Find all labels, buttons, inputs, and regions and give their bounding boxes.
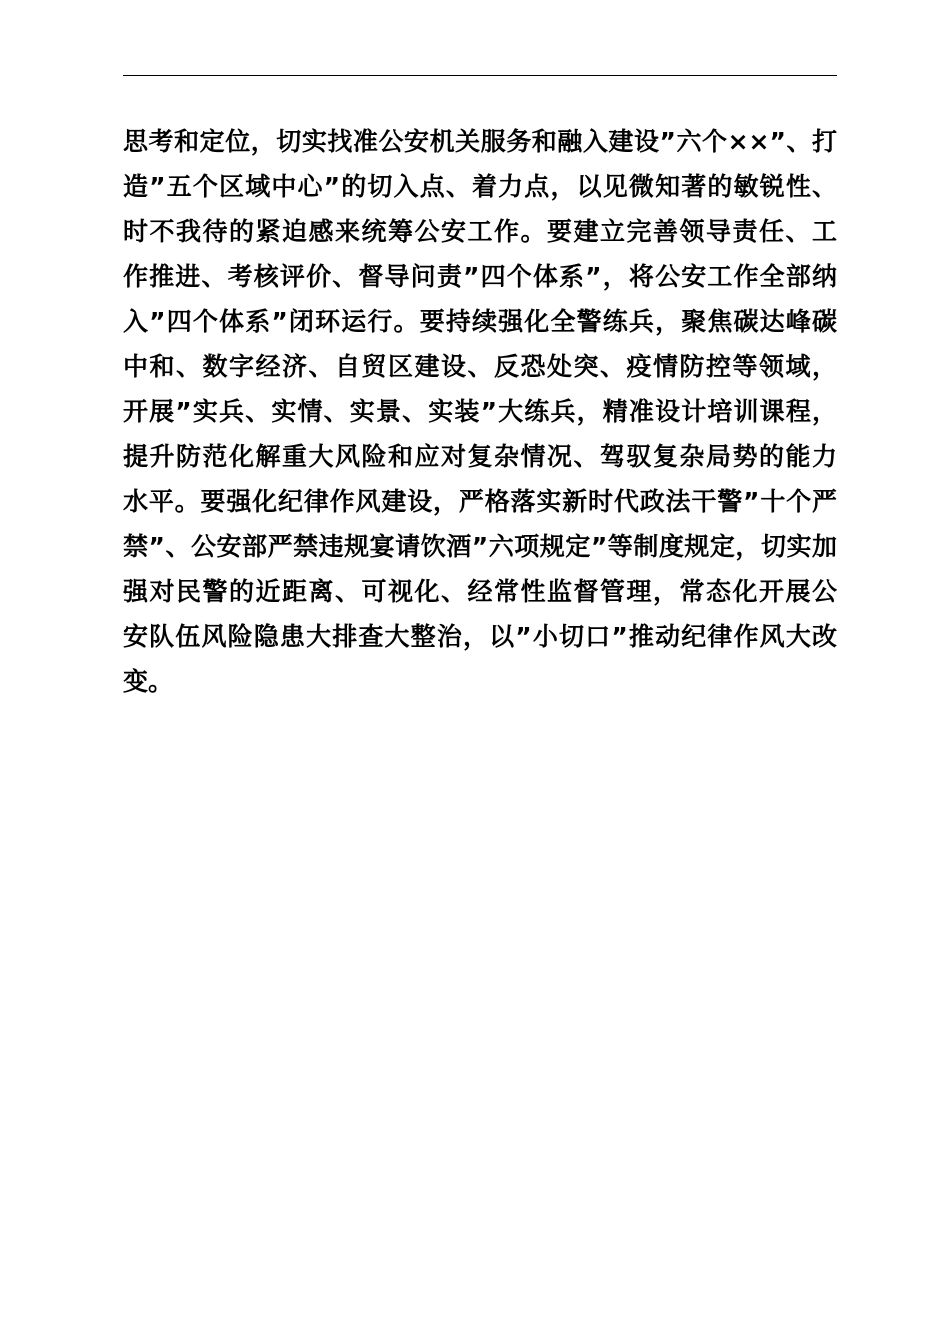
- text-line: 作推进、考核评价、督导问责”四个体系”，将公安工作全部纳: [123, 262, 837, 291]
- text-line: 造”五个区域中心”的切入点、着力点，以见微知著的敏锐性、: [123, 172, 837, 201]
- text-line: 中和、数字经济、自贸区建设、反恐处突、疫情防控等领域，: [123, 352, 837, 381]
- text-line: 提升防范化解重大风险和应对复杂情况、驾驭复杂局势的能力: [123, 442, 837, 471]
- text-line: 禁”、公安部严禁违规宴请饮酒”六项规定”等制度规定，切实加: [123, 532, 837, 561]
- text-line: 开展”实兵、实情、实景、实装”大练兵，精准设计培训课程，: [123, 397, 837, 426]
- text-line: 变。: [123, 667, 174, 696]
- text-line: 水平。要强化纪律作风建设，严格落实新时代政法干警”十个严: [123, 487, 837, 516]
- text-line: 时不我待的紧迫感来统筹公安工作。要建立完善领导责任、工: [123, 217, 837, 246]
- text-line: 思考和定位，切实找准公安机关服务和融入建设”六个××”、打: [123, 127, 837, 156]
- text-line: 强对民警的近距离、可视化、经常性监督管理，常态化开展公: [123, 577, 837, 606]
- text-line: 入”四个体系”闭环运行。要持续强化全警练兵，聚焦碳达峰碳: [123, 307, 837, 336]
- body-paragraph: [123, 119, 837, 704]
- header-rule: [123, 75, 837, 76]
- text-line: 安队伍风险隐患大排查大整治，以”小切口”推动纪律作风大改: [123, 622, 837, 651]
